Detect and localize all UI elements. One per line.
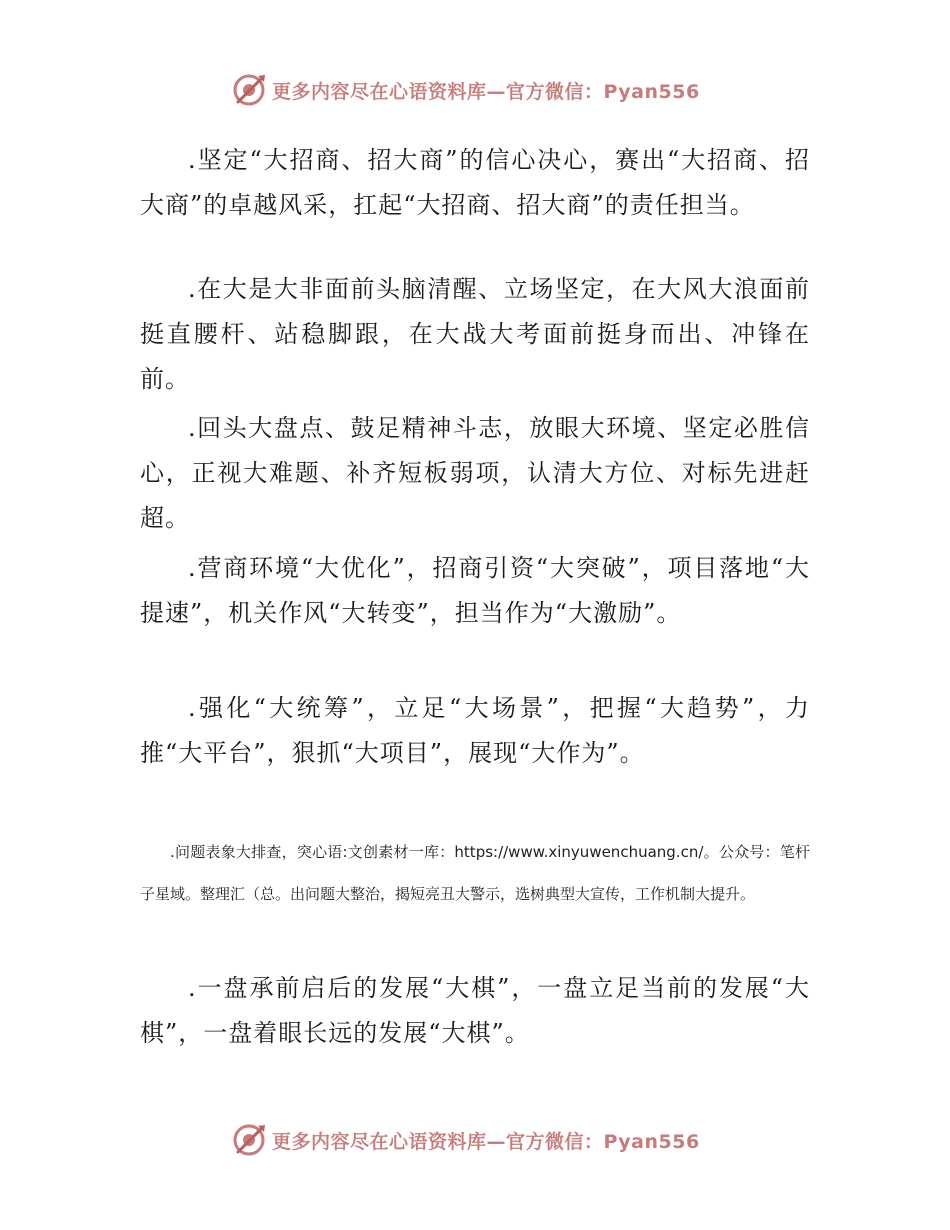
- header-banner-text: 更多内容尽在心语资料库—官方微信：Pyan556: [272, 80, 700, 103]
- paragraph-1: .坚定“大招商、招大商”的信心决心，赛出“大招商、招大商”的卓越风采，扛起“大招商、招大商”的责任担当。: [140, 146, 810, 219]
- paragraph-5: .强化“大统筹”，立足“大场景”，把握“大趋势”，力推“大平台”，狠抓“大项目”，展现“大作为”。: [140, 694, 810, 767]
- paragraph-2: .在大是大非面前头脑清醒、立场坚定，在大风大浪面前挺直腰杆、站稳脚跟，在大战大考面前挺身而出、冲锋在前。: [140, 275, 810, 393]
- quill-seal-icon: [232, 1122, 268, 1158]
- header-banner: [232, 70, 732, 110]
- footer-banner-text: 更多内容尽在心语资料库—官方微信：Pyan556: [272, 1130, 700, 1153]
- quill-seal-icon: [232, 72, 268, 108]
- footer-banner: [232, 1120, 732, 1160]
- paragraph-7: .一盘承前启后的发展“大棋”，一盘立足当前的发展“大棋”，一盘着眼长远的发展“大棋”。: [140, 974, 810, 1047]
- paragraph-4: .营商环境“大优化”，招商引资“大突破”，项目落地“大提速”，机关作风“大转变”，担当作为“大激励”。: [140, 554, 810, 627]
- paragraph-6: .问题表象大排查，突心语:文创素材一库：https://www.xinyuwenchuang.cn/。公众号：笔杆子星域。整理汇（总。出问题大整治，揭短亮丑大警示，选树典型大宣传，工作机制大提升。: [140, 843, 810, 903]
- paragraph-3: .回头大盘点、鼓足精神斗志，放眼大环境、坚定必胜信心，正视大难题、补齐短板弱项，认清大方位、对标先进赶超。: [140, 414, 810, 532]
